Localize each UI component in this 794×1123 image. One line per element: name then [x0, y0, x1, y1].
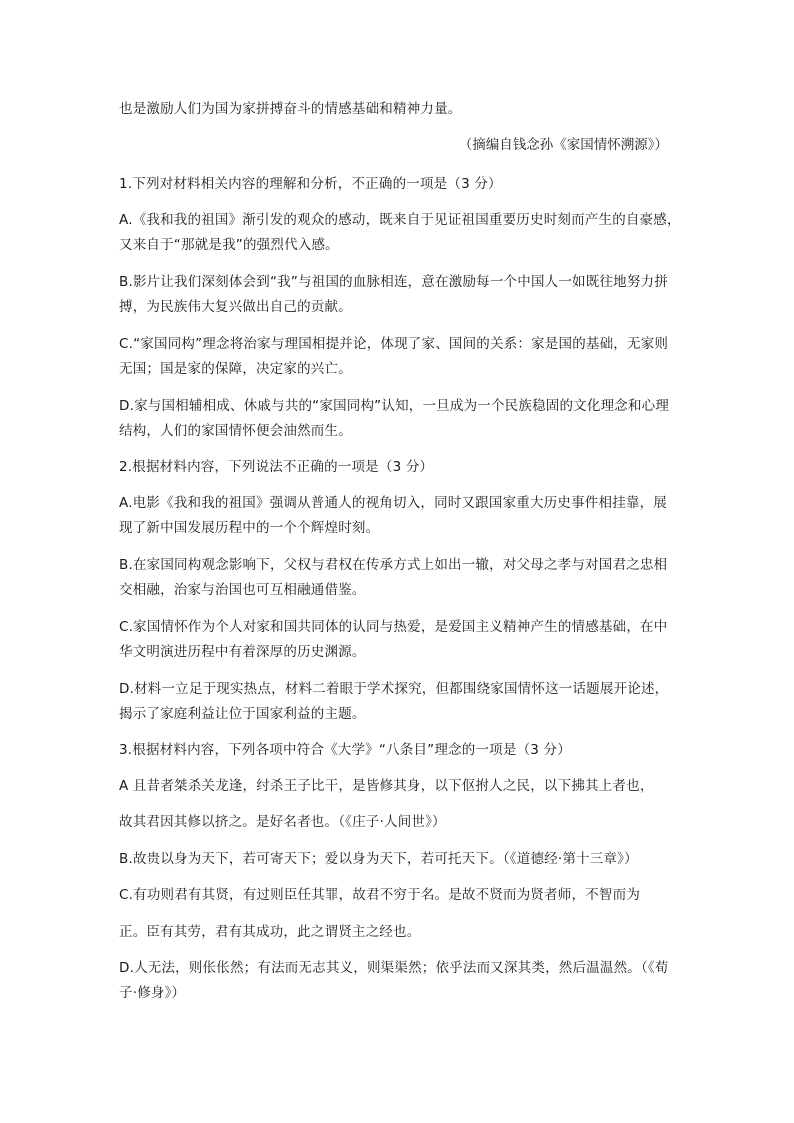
- q1-option-a-line-1: A.《我和我的祖国》渐引发的观众的感动，既来自于见证祖国重要历史时刻而产生的自豪感，: [119, 212, 681, 228]
- q3-option-c-line-2: 正。臣有其劳，君有其成功，此之谓贤主之经也。: [119, 924, 421, 940]
- q3-option-a-line-1: A 且昔者桀杀关龙逢，纣杀王子比干，是皆修其身，以下伛拊人之民，以下拂其上者也，: [119, 778, 654, 794]
- question-3-stem: 3.根据材料内容，下列各项中符合《大学》“八条目”理念的一项是（3 分）: [119, 742, 571, 758]
- q2-option-a-line-1: A.电影《我和我的祖国》强调从普通人的视角切入，同时又跟国家重大历史事件相挂靠，展: [119, 495, 667, 511]
- q2-option-b-line-1: B.在家国同构观念影响下，父权与君权在传承方式上如出一辙，对父母之孝与对国君之忠相: [119, 557, 668, 573]
- q1-option-d-line-1: D.家与国相辅相成、休戚与共的“家国同构”认知，一旦成为一个民族稳固的文化理念和心理: [119, 398, 670, 414]
- q2-option-c-line-1: C.家国情怀作为个人对家和国共同体的认同与热爱，是爱国主义精神产生的情感基础，在中: [119, 619, 668, 635]
- q1-option-b-line-1: B.影片让我们深刻体会到“我”与祖国的血脉相连，意在激励每一个中国人一如既往地努力拼: [119, 274, 668, 290]
- q1-option-b-line-2: 搏，为民族伟大复兴做出自己的贡献。: [119, 299, 352, 315]
- question-2-stem: 2.根据材料内容，下列说法不正确的一项是（3 分）: [119, 459, 434, 475]
- q1-option-c-line-2: 无国；国是家的保障，决定家的兴亡。: [119, 361, 352, 377]
- q3-option-d-line-2: 子·修身》）: [119, 985, 186, 1001]
- source-citation: （摘编自钱念孙《家国情怀溯源》）: [458, 137, 668, 153]
- q3-option-a-line-2: 故其君因其修以挤之。是好名者也。（《庄子·人间世》）: [119, 814, 446, 830]
- q1-option-a-line-2: 又来自于“那就是我”的强烈代入感。: [119, 237, 339, 253]
- intro-line: 也是激励人们为国为家拼搏奋斗的情感基础和精神力量。: [119, 101, 462, 117]
- q1-option-d-line-2: 结构，人们的家国情怀便会油然而生。: [119, 423, 352, 439]
- q2-option-d-line-1: D.材料一立足于现实热点，材料二着眼于学术探究，但都围绕家国情怀这一话题展开论述，: [119, 681, 669, 697]
- q2-option-c-line-2: 华文明演进历程中有着深厚的历史渊源。: [119, 644, 366, 660]
- q2-option-d-line-2: 揭示了家庭利益让位于国家利益的主题。: [119, 706, 366, 722]
- question-1-stem: 1.下列对材料相关内容的理解和分析，不正确的一项是（3 分）: [119, 176, 502, 192]
- q3-option-b: B.故贵以身为天下，若可寄天下；爱以身为天下，若可托天下。（《道德经·第十三章》）: [119, 851, 638, 867]
- q2-option-a-line-2: 现了新中国发展历程中的一个个辉煌时刻。: [119, 520, 380, 536]
- q3-option-d-line-1: D.人无法，则伥伥然；有法而无志其义，则渠渠然；依乎法而又深其类，然后温温然。（《荀: [119, 960, 669, 976]
- q3-option-c-line-1: C.有功则君有其贤，有过则臣任其罪，故君不穷于名。是故不贤而为贤者师，不智而为: [119, 887, 641, 903]
- q2-option-b-line-2: 交相融，治家与治国也可互相融通借鉴。: [119, 582, 366, 598]
- q1-option-c-line-1: C.“家国同构”理念将治家与理国相提并论，体现了家、国间的关系：家是国的基础，无家则: [119, 336, 669, 352]
